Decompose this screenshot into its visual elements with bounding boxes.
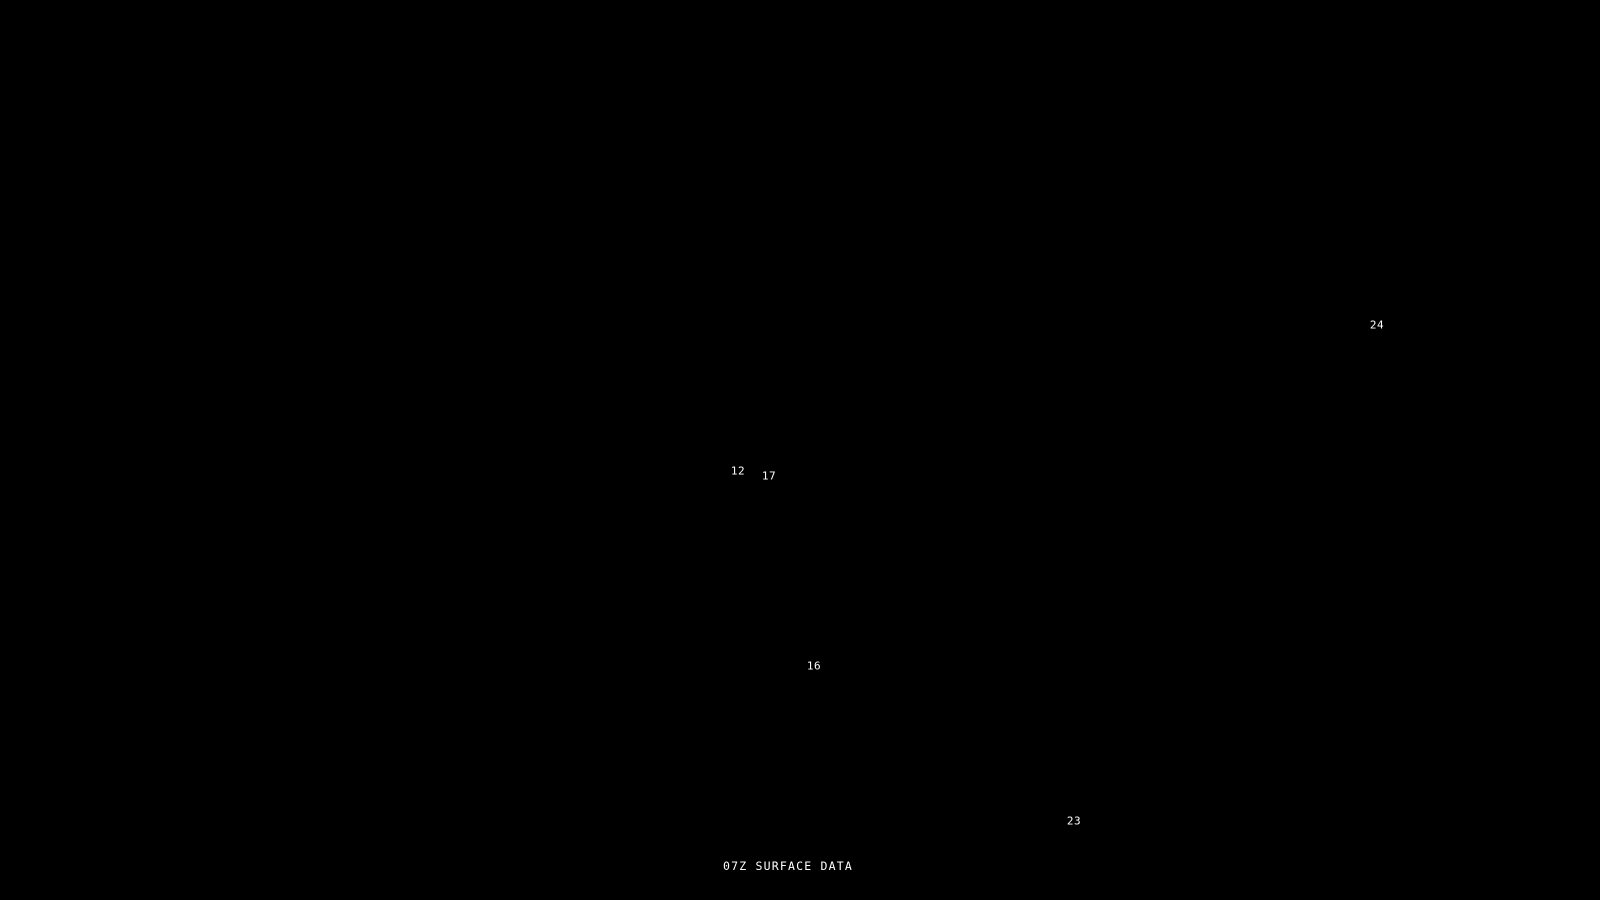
station-observation: 17	[761, 469, 777, 483]
station-observation: 16	[806, 659, 822, 673]
station-observation: 12	[730, 464, 746, 478]
map-caption: 07Z SURFACE DATA	[723, 859, 853, 873]
station-observation: 23	[1066, 814, 1082, 828]
station-observation: 24	[1369, 318, 1385, 332]
